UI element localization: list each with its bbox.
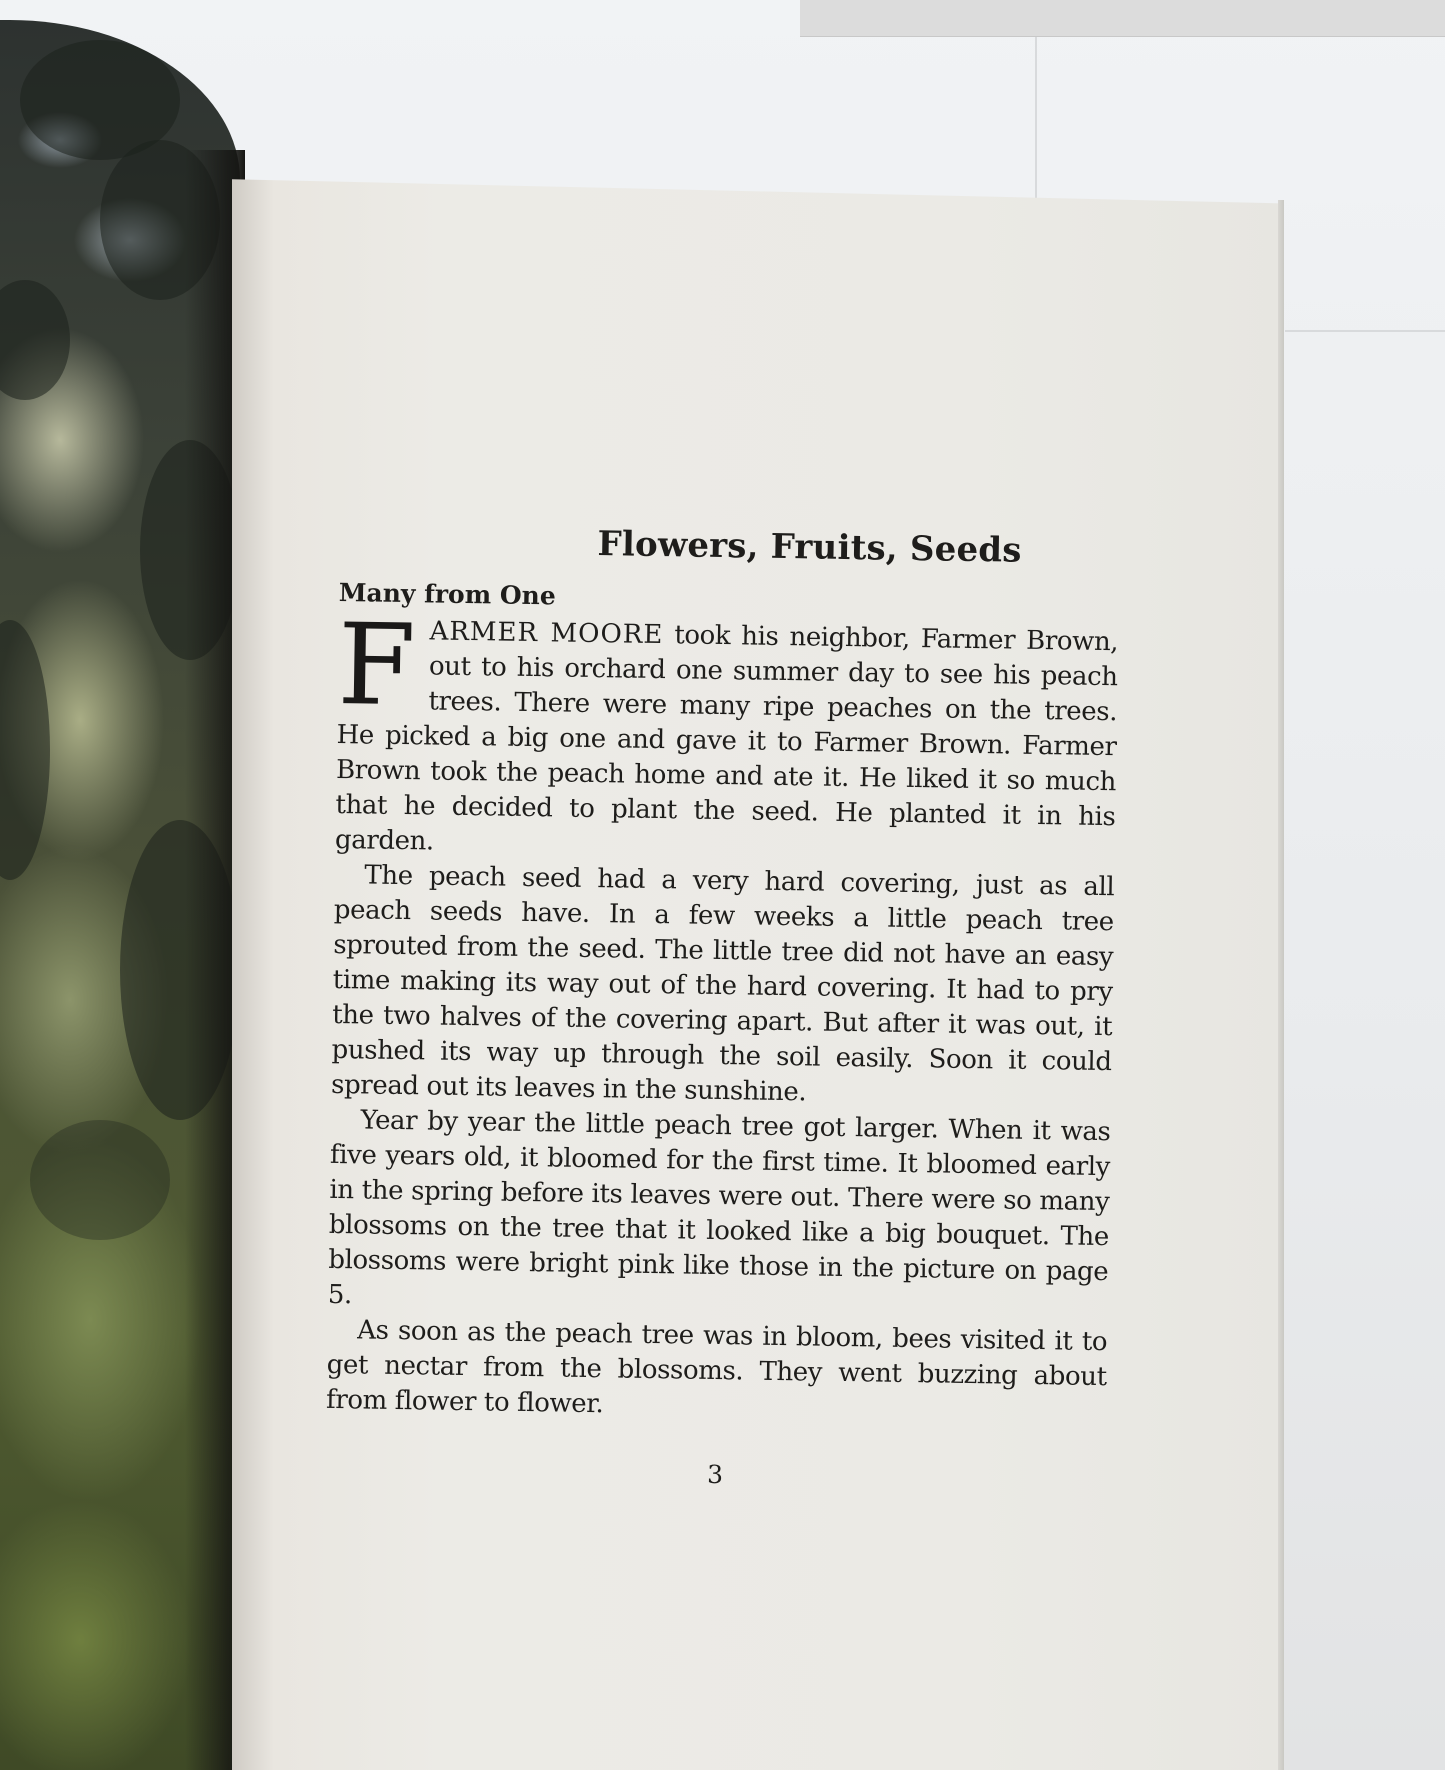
section-title: Many from One [338, 577, 556, 611]
surface-seam [1285, 330, 1445, 332]
page-number: 3 [706, 1459, 724, 1490]
drop-cap: F [336, 599, 417, 732]
background-paper [800, 0, 1445, 37]
paragraph-1 [334, 599, 1119, 870]
paragraph-2: The peach seed had a very hard covering, just as all peach seeds have. In a few weeks a little peach tree sprouted from the seed. The little tree did not have an easy time making its way out of the hard covering. It had to pry the two halves of the covering apart. But after it was out, it pushed its way up through the soil easily. Soon it could spread out its leaves in the sunshine. [330, 860, 1115, 1108]
paragraph-4: As soon as the peach tree was in bloom, bees visited it to get nectar from the blossoms. They went buzzing about from flower to flower. [325, 1315, 1108, 1420]
paragraph-text: took his neighbor, Farmer Brown, out to his orchard one summer day to see his peach trees. There were many ripe peaches on the trees. He picked a big one and gave it to Farmer Brown. Farmer Brown took the peach home and ate it. He liked it so much that he decided to plant the seed. He planted it in his garden. [334, 620, 1119, 857]
chapter-title: Flowers, Fruits, Seeds [597, 524, 1022, 571]
opening-words: ARMER MOORE [429, 616, 664, 651]
page-content [325, 520, 1120, 1495]
paragraph-3: Year by year the little peach tree got larger. When it was five years old, it bloomed for the first time. It bloomed early in the spring before its leaves were out. There were so many blossoms on the tree that it looked like a big bouquet. The blossoms were bright pink like those in the picture on page 5. [327, 1105, 1111, 1311]
page-edge [1278, 200, 1284, 1770]
